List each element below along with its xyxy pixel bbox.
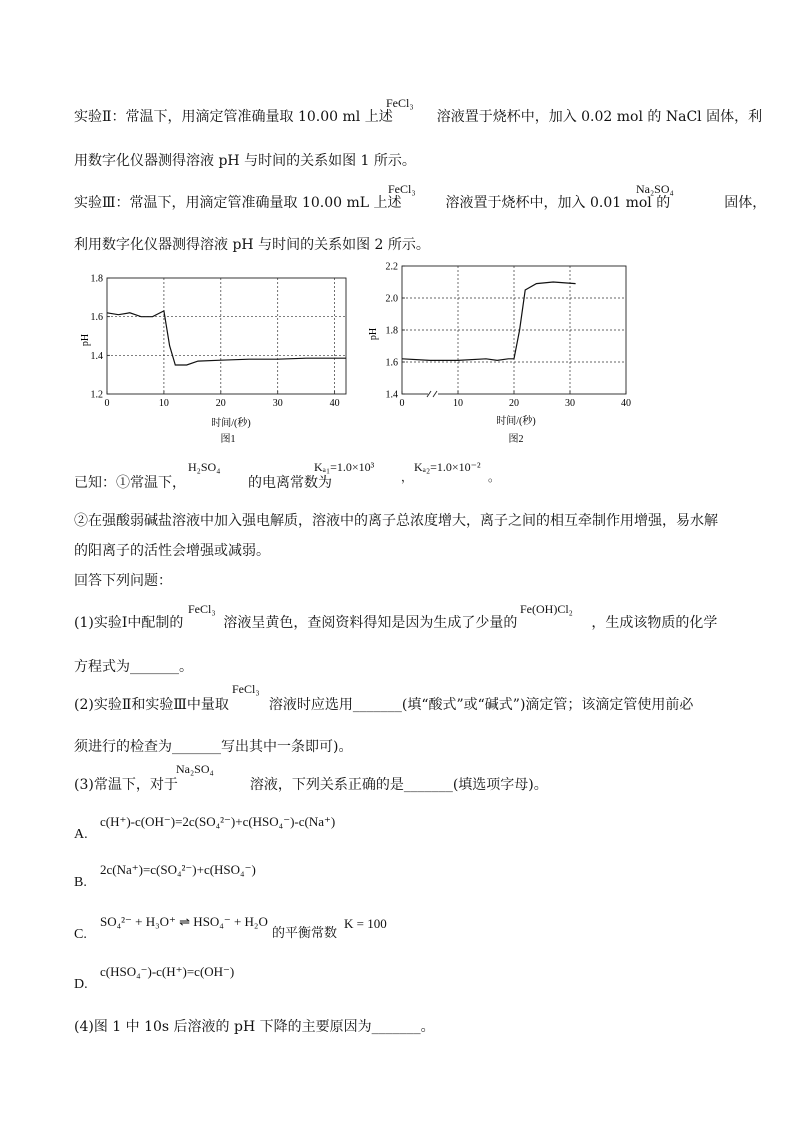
- q3-option-d-label: D.: [74, 977, 88, 992]
- exp2-line1: [74, 108, 762, 126]
- figure-2-tick-label-x: 20: [509, 398, 519, 409]
- figure-2-tick-label-x: 40: [621, 398, 631, 409]
- q3-option-c-label: C.: [74, 927, 87, 942]
- exp2-text-a: 实验Ⅱ：常温下，用滴定管准确量取 10.00 ml 上述: [74, 109, 393, 125]
- known-line1: [74, 474, 332, 492]
- figure-2-tick-label-x: 10: [453, 398, 463, 409]
- figure-1-tick-label-y: 1.4: [90, 350, 103, 362]
- known-period: 。: [488, 470, 501, 484]
- q2-text-b: 溶液时应选用_______(填“酸式”或“碱式”)滴定管；该滴定管使用前必: [268, 697, 694, 713]
- exp3-line2: 利用数字化仪器测得溶液 pH 与时间的关系如图 2 所示。: [74, 237, 430, 253]
- known-comma: ，: [401, 470, 414, 484]
- figure-1-tick-label-x: 20: [215, 398, 226, 409]
- exp3-text-c: 固体，: [724, 195, 767, 211]
- figure-1-tick-label-y: 1.8: [90, 273, 103, 285]
- q1-line1: [74, 614, 717, 632]
- figure-1-caption: 图1: [220, 434, 236, 445]
- figure-2-tick-label-x: 0: [399, 398, 405, 409]
- figure-1-tick-label-y: 1.6: [90, 312, 103, 324]
- q3-option-c-tail: 的平衡常数: [272, 925, 338, 940]
- figure-1-xlabel: 时间/(秒): [211, 418, 251, 429]
- figure-2-plot: [386, 262, 632, 410]
- known-ka1: Kₐ₁=1.0×10³: [314, 460, 375, 474]
- figure-2-tick-label-y: 2.0: [385, 293, 398, 305]
- figure-2-tick-label-x: 30: [565, 398, 575, 409]
- figure-1-tick-label-x: 30: [272, 398, 283, 409]
- q3-option-a-label: A.: [74, 827, 88, 842]
- exp2-formula-fecl3: FeCl₃: [386, 96, 414, 110]
- figure-2-tick-label-y: 2.2: [385, 261, 398, 273]
- exp3-text-a: 实验Ⅲ：常温下，用滴定管准确量取 10.00 mL 上述: [74, 195, 402, 211]
- figure-2-tick-label-y: 1.8: [385, 325, 398, 337]
- figure-1-tick-label-x: 0: [104, 398, 110, 409]
- q4-line: (4)图 1 中 10s 后溶液的 pH 下降的主要原因为_______。: [74, 1019, 435, 1035]
- q1-text-b: 溶液呈黄色，查阅资料得知是因为生成了少量的: [223, 615, 518, 631]
- figure-1-plot: [91, 274, 347, 410]
- q3-option-c-k: K = 100: [344, 916, 387, 931]
- q2-formula-fecl3: FeCl₃: [232, 682, 260, 696]
- figure-2-tick-label-y: 1.4: [385, 389, 398, 401]
- q3-option-b-label: B.: [74, 875, 87, 890]
- figure-1-ylabel: pH: [80, 333, 91, 347]
- known-text-b: 的电离常数为: [248, 475, 332, 491]
- q1-text-c: ，生成该物质的化学: [591, 615, 718, 631]
- q2-line1: [74, 696, 693, 714]
- figure-2-xlabel: 时间/(秒): [496, 416, 536, 427]
- q2-text-a: (2)实验Ⅱ和实验Ⅲ中量取: [74, 697, 229, 713]
- exp3-formula-na2so4: Na₂SO₄: [636, 182, 674, 196]
- figure-1-tick-label-x: 40: [329, 398, 340, 409]
- figure-1-frame: [107, 278, 346, 394]
- q3-formula-na2so4: Na₂SO₄: [176, 762, 214, 776]
- figure-2-series-line: [402, 282, 576, 360]
- exp3-formula-fecl3: FeCl₃: [388, 182, 416, 196]
- figure-1-chart: [76, 266, 366, 446]
- figure-1-tick-label-y: 1.2: [90, 389, 103, 401]
- figure-2-tick-label-y: 1.6: [385, 357, 398, 369]
- figure-2-chart: [366, 258, 646, 448]
- known-ka2: Kₐ₂=1.0×10⁻²: [414, 460, 481, 474]
- figure-1-series-line: [107, 311, 346, 365]
- q3-option-a: c(H⁺)-c(OH⁻)=2c(SO₄²⁻)+c(HSO₄⁻)-c(Na⁺): [100, 814, 336, 829]
- figure-1-tick-label-x: 10: [158, 398, 169, 409]
- q1-line2: 方程式为_______。: [74, 659, 193, 675]
- q3-option-b: 2c(Na⁺)=c(SO₄²⁻)+c(HSO₄⁻): [100, 862, 256, 877]
- figure-2-ylabel: pH: [368, 327, 379, 341]
- figure-2-caption: 图2: [508, 434, 524, 445]
- known-formula-h2so4: H₂SO₄: [188, 460, 221, 474]
- q2-line2: 须进行的检查为_______写出其中一条即可)。: [74, 739, 353, 755]
- q1-text-a: (1)实验Ⅰ中配制的: [74, 615, 184, 631]
- answer-header: 回答下列问题：: [74, 573, 172, 589]
- q3-text-a: (3)常温下，对于: [74, 777, 178, 793]
- known-text-a: 已知：①常温下，: [74, 475, 186, 491]
- known-line3: 的阳离子的活性会增强或减弱。: [74, 543, 270, 559]
- exp2-line2: 用数字化仪器测得溶液 pH 与时间的关系如图 1 所示。: [74, 153, 416, 169]
- q3-option-d: c(HSO₄⁻)-c(H⁺)=c(OH⁻): [100, 964, 235, 979]
- q1-formula-fecl3: FeCl₃: [188, 602, 216, 616]
- q1-formula-feohcl2: Fe(OH)Cl₂: [520, 602, 573, 616]
- q3-text-b: 溶液，下列关系正确的是_______(填选项字母)。: [249, 777, 548, 793]
- q3-line1: [74, 776, 548, 794]
- q3-option-c: SO₄²⁻ + H₃O⁺ ⇌ HSO₄⁻ + H₂O: [100, 914, 268, 929]
- exp2-text-b: 溶液置于烧杯中，加入 0.02 mol 的 NaCl 固体，利: [436, 109, 763, 125]
- known-line2: ②在强酸弱碱盐溶液中加入强电解质，溶液中的离子总浓度增大，离子之间的相互牵制作用增强，易水解: [74, 513, 718, 529]
- exp3-text-b: 溶液置于烧杯中，加入 0.01 mol 的: [445, 195, 671, 211]
